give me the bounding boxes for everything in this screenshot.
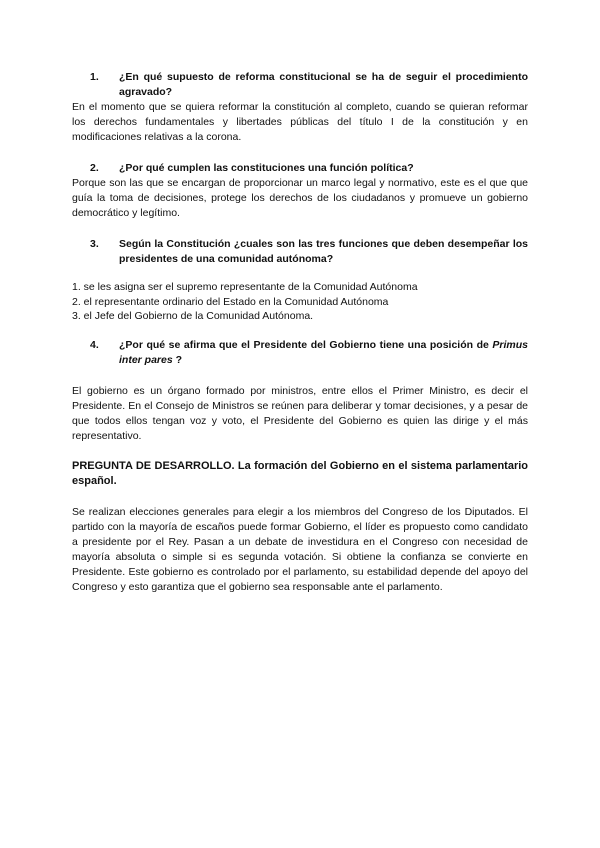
- question-4-title: [72, 338, 528, 368]
- question-4-answer: El gobierno es un órgano formado por ministros, entre ellos el Primer Ministro, es decir el Presidente. En el Consejo de Ministros se reúnen para deliberar y tomar decisiones, y a pesar de que todos ellos tengan voz y voto, el Presidente del Gobierno es quien las dirige y el más representativo.: [72, 384, 528, 442]
- question-4-end: ?: [172, 353, 183, 366]
- question-3-number: 3.: [90, 238, 99, 250]
- question-1-text: ¿En qué supuesto de reforma constitucional se ha de seguir el procedimiento agravado?: [119, 71, 528, 98]
- question-4-italic: Primus inter pares: [119, 338, 528, 366]
- question-1-number: 1.: [90, 71, 99, 83]
- question-3-list: [72, 280, 528, 324]
- question-2-answer: Porque son las que se encargan de proporcionar un marco legal y normativo, este es el que que guía la toma de decisiones, protege los derechos de los ciudadanos y promueve un gobierno democrático y legítimo.: [72, 177, 528, 219]
- development-answer: Se realizan elecciones generales para elegir a los miembros del Congreso de los Diputados. El partido con la mayoría de escaños puede formar Gobierno, el líder es propuesto como candidato a presidente por el Rey. Pasan a un debate de investidura en el Congreso con necesidad de mayoría absoluta o simple si es segunda votación. Si obtiene la confianza se convierte en Presidente. Este gobierno es controlado por el parlamento, su estabilidad depende del apoyo del Congreso y esto garantiza que el gobierno sea responsable ante el parlamento.: [72, 505, 528, 593]
- list-item: 1. se les asigna ser el supremo representante de la Comunidad Autónoma: [72, 281, 418, 293]
- development-heading: PREGUNTA DE DESARROLLO. La formación del Gobierno en el sistema parlamentario español.: [72, 459, 528, 487]
- question-2-title: [72, 161, 528, 176]
- question-3-text: Según la Constitución ¿cuales son las tres funciones que deben desempeñar los presidentes de una comunidad autónoma?: [119, 238, 528, 265]
- question-4-number: 4.: [90, 338, 99, 351]
- question-1-answer: En el momento que se quiera reformar la constitución al completo, cuando se quieran reformar los derechos fundamentales y libertades públicas del título I de la constitución y en modificaciones relativas a la corona.: [72, 101, 528, 143]
- question-1-title: [72, 70, 528, 100]
- list-item: 3. el Jefe del Gobierno de la Comunidad Autónoma.: [72, 310, 314, 322]
- question-2-text: ¿Por qué cumplen las constituciones una función política?: [119, 162, 414, 174]
- list-item: 2. el representante ordinario del Estado en la Comunidad Autónoma: [72, 295, 389, 308]
- question-3-title: [72, 237, 528, 267]
- question-4-text: ¿Por qué se afirma que el Presidente del Gobierno tiene una posición de: [119, 338, 489, 351]
- question-2-number: 2.: [90, 162, 99, 174]
